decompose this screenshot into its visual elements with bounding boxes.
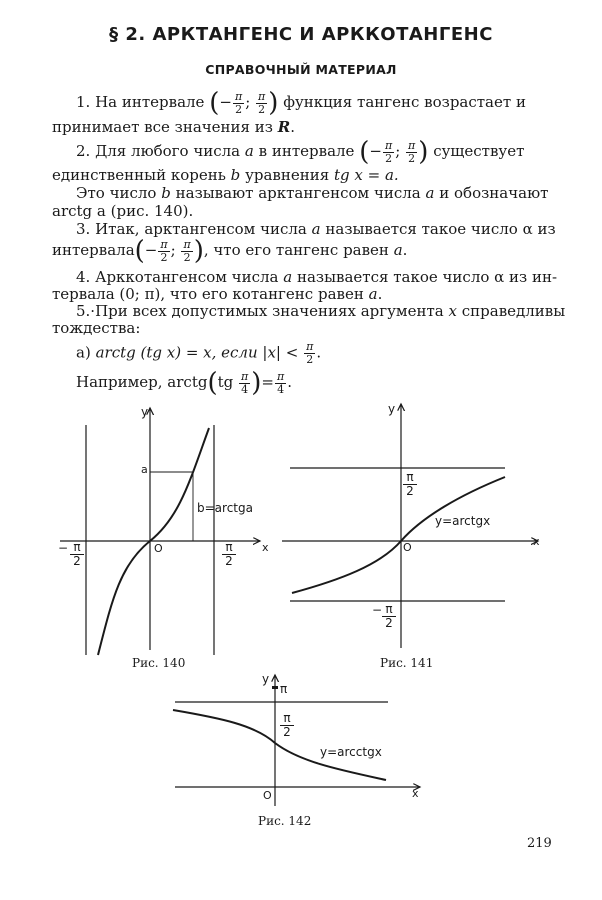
fig140-neg-pi-half: π 2 [70, 541, 84, 568]
fig141-pi-half: π 2 [403, 471, 417, 498]
fig140-pi-half: π 2 [222, 541, 236, 568]
identity-a: а) arctg (tg x) = x, если |x| < $\frac{\pi}{2}$ . [76, 340, 322, 366]
fig140-a-label: a [141, 463, 148, 476]
fig142-x-label: x [412, 787, 419, 800]
paragraph-4-line-1: 4. Арккотангенсом числа a называется такое число α из ин- [76, 268, 558, 286]
paragraph-2-line-3: Это число b называют арктангенсом числа a и обозначают [76, 184, 549, 202]
paragraph-3-line-2: интервала(− $\frac{\pi}{2}$ ; $\frac{\pi}{2}$ ), что его тангенс равен a. [52, 236, 408, 266]
fig140-origin-label: O [154, 542, 163, 555]
section-subtitle: СПРАВОЧНЫЙ МАТЕРИАЛ [205, 62, 397, 77]
paragraph-1-line-2: принимает все значения из R. [52, 118, 295, 136]
example-line: Например, arctg(tg $\frac{\pi}{4}$ )= $\frac{\pi}{4}$ . [76, 368, 293, 398]
fig142-y-label: y [262, 672, 270, 686]
fig141-origin-label: O [403, 541, 412, 554]
fig141-neg-pi-half: π 2 [382, 603, 396, 630]
paragraph-2-line-4: arctg a (рис. 140). [52, 202, 194, 220]
paragraph-2-line-2: единственный корень b уравнения tg x = a. [52, 166, 399, 184]
fig142-caption: Рис. 142 [258, 814, 312, 828]
paragraph-1-line-1: 1. На интервале (− $\frac{\pi}{2}$ ; $\frac{\pi}{2}$ ) функция тангенс возрастает и [76, 88, 526, 118]
fig142-pi-half: π 2 [280, 712, 294, 739]
paragraph-2-line-1: 2. Для любого числа a в интервале (− $\frac{\pi}{2}$ ; $\frac{\pi}{2}$ ) существует [76, 137, 525, 167]
fig141-neg-sign: − [372, 603, 383, 617]
paragraph-3-line-1: 3. Итак, арктангенсом числа a называется такое число α из [76, 220, 556, 238]
fig141-y-label: y [388, 402, 396, 416]
fig141-caption: Рис. 141 [380, 656, 434, 670]
fig142-curve-label: y=arcctgx [320, 745, 382, 759]
fig142-origin-label: O [263, 789, 272, 802]
fig141-curve-label: y=arctgx [435, 514, 491, 528]
paragraph-5-line-2: тождества: [52, 319, 141, 337]
fig140-neg-sign: − [58, 541, 69, 555]
fig142-pi-label: π [280, 682, 288, 696]
fig140-b-label: b=arctga [197, 501, 253, 515]
fig140-x-label: x [262, 541, 269, 554]
paragraph-5-line-1: 5.·При всех допустимых значениях аргумента x справедливы [76, 302, 566, 320]
fig141-arctg-curve [292, 477, 505, 593]
page-number: 219 [527, 836, 552, 851]
fig141-x-label: x [533, 535, 540, 548]
fig142-pi-tick [272, 686, 278, 689]
fig140-caption: Рис. 140 [132, 656, 186, 670]
paragraph-4-line-2: тервала (0; π), что его котангенс равен a. [52, 285, 383, 303]
fig140-y-label: y [141, 405, 149, 419]
section-title: § 2. АРКТАНГЕНС И АРККОТАНГЕНС [109, 24, 493, 45]
